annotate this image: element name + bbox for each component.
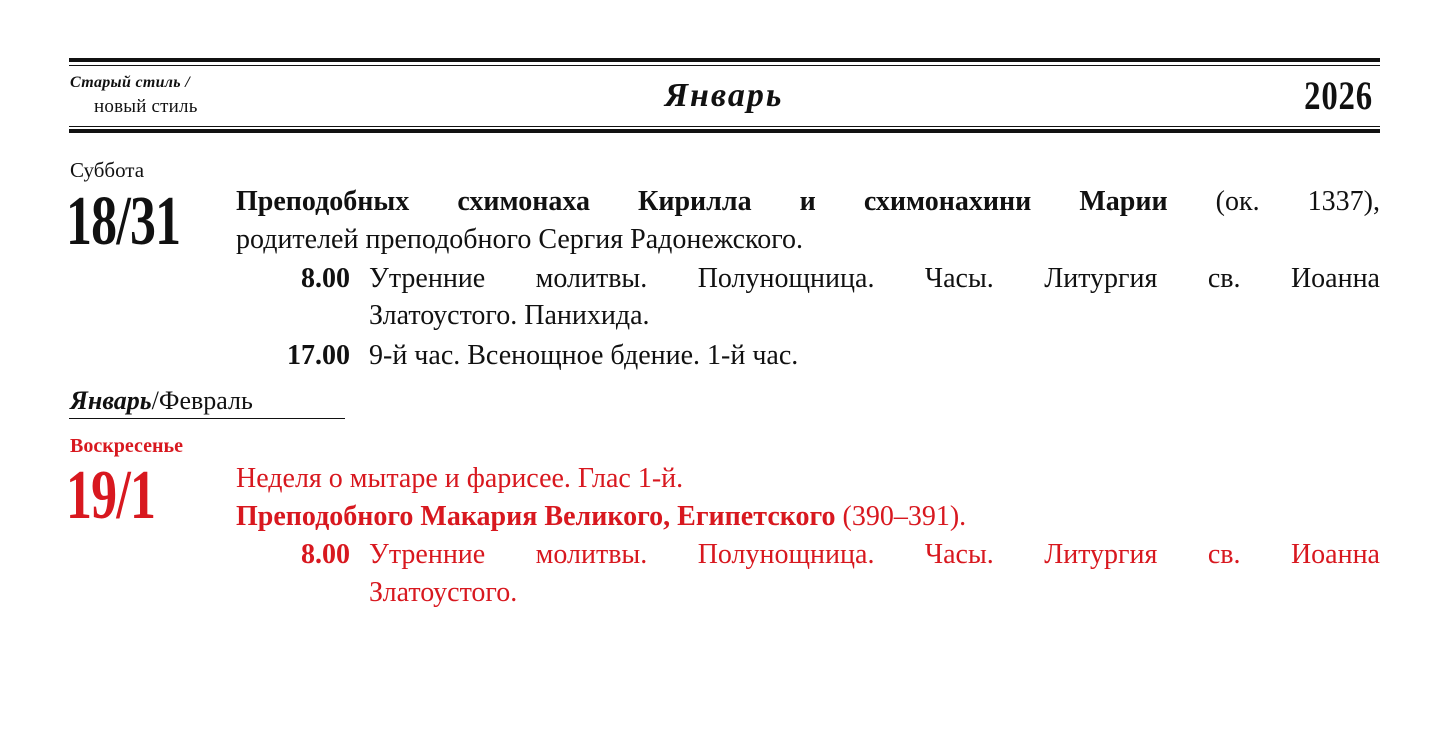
month-transition-underline (69, 418, 345, 419)
day-title-line-1: Неделя о мытаре и фарисее. Глас 1-й. (236, 463, 684, 494)
month-b: Февраль (158, 386, 253, 415)
service-text-line-2: Златоустого. Панихида. (369, 300, 650, 331)
day-title-line-2: родителей преподобного Сергия Радонежского. (236, 224, 804, 255)
year-label: 2026 (1304, 73, 1373, 118)
service-time: 8.00 (301, 263, 350, 294)
saint-name: Преподобных схимонаха Кирилла и схимонахини Марии (236, 186, 1168, 217)
service-text-line-1: 9-й час. Всенощное бдение. 1-й час. (369, 340, 799, 371)
header-top-thin-rule (69, 65, 1380, 66)
month-a: Январь (70, 386, 152, 415)
day-title-line-1 (236, 184, 1380, 220)
header-bottom-rule (69, 129, 1380, 133)
old-style-label: Старый стиль / (70, 74, 190, 91)
day-date: 18/31 (66, 183, 181, 260)
service-text-line-2: Златоустого. (369, 577, 518, 608)
saint-name: Преподобного Макария Великого, Египетского (236, 501, 836, 532)
day-weekday: Суббота (70, 158, 145, 182)
month-separator: / (151, 386, 159, 415)
saint-date: (ок. 1337), (1167, 186, 1380, 217)
saint-date: (390–391). (835, 501, 967, 532)
service-time: 17.00 (287, 340, 350, 371)
header-bottom-thin-rule (69, 126, 1380, 127)
service-text-line-1: Утренние молитвы. Полунощница. Часы. Литургия св. Иоанна (369, 263, 1380, 294)
new-style-label: новый стиль (94, 96, 198, 117)
header-top-rule (69, 58, 1380, 62)
day-title-line-2 (236, 499, 1380, 535)
service-text-line-1: Утренние молитвы. Полунощница. Часы. Литургия св. Иоанна (369, 539, 1380, 570)
day-weekday: Воскресенье (70, 435, 183, 457)
month-transition-label (70, 386, 253, 416)
service-time: 8.00 (301, 539, 350, 570)
month-title: Январь (664, 77, 784, 114)
day-date: 19/1 (66, 457, 156, 534)
